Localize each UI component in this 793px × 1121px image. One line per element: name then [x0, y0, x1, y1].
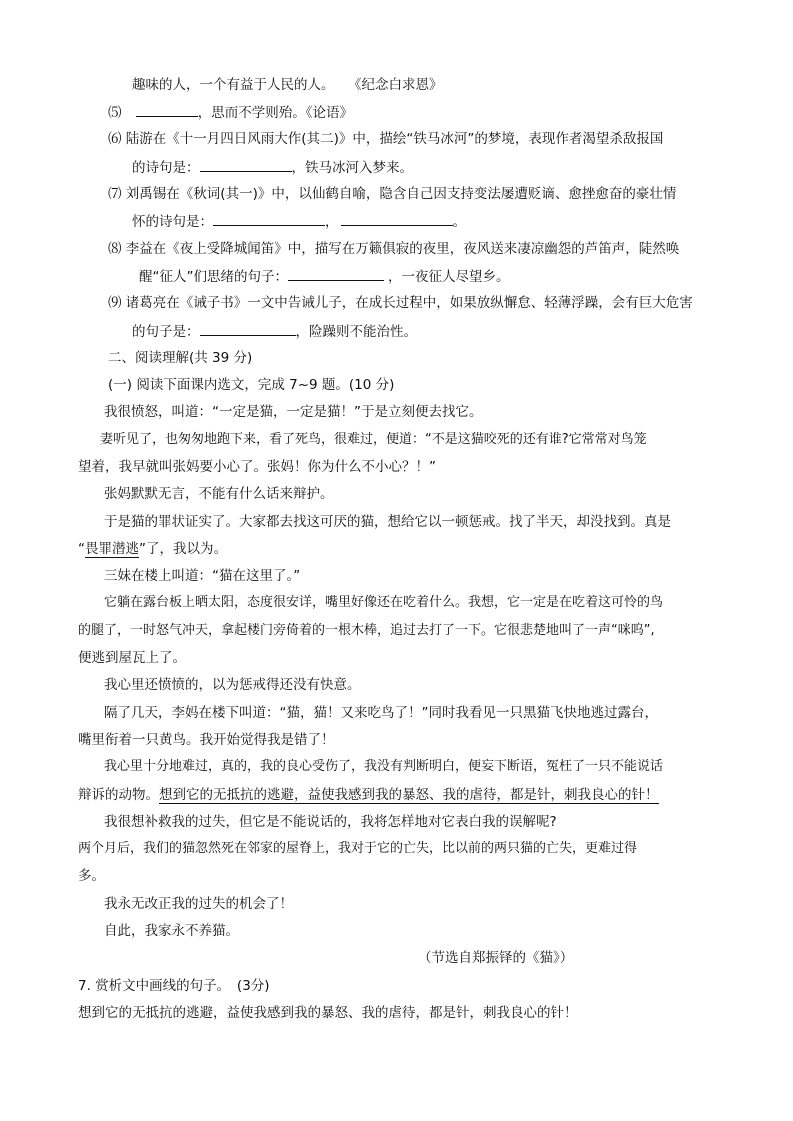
question-text: 李益在《夜上受降城闻笛》中，描写在万籁俱寂的夜里，夜风送来凄凉幽怨的芦笛声，陡然唤	[125, 241, 680, 257]
question-9-recite	[108, 293, 693, 313]
question-text: ，一夜征人尽望乡。	[388, 269, 510, 285]
question-text: ，铁马冰河入梦来。	[291, 160, 413, 176]
question-text: 刘禹锡在《秋词(其一)》中，以仙鹤自喻，隐含自己因支持变法屡遭贬谪、愈挫愈奋的豪壮情	[125, 186, 677, 202]
question-7-recite-cont	[132, 211, 466, 232]
question-number: ⑻	[108, 241, 122, 257]
answer-blank[interactable]	[200, 157, 292, 172]
question-text: ，险躁则不能治性。	[295, 324, 417, 340]
answer-blank[interactable]	[213, 211, 325, 226]
question-text: 的诗句是：	[132, 160, 200, 176]
question-text: 的句子是：	[132, 324, 200, 340]
underlined-idiom: 畏罪潜逃	[85, 541, 139, 557]
passage-line: 张妈默默无言，不能有什么话来辩护。	[104, 486, 334, 502]
question-5	[108, 102, 353, 123]
question-text: 陆游在《十一月四日风雨大作(其二)》中，描绘“铁马冰河”的梦境，表现作者渴望杀敌报国	[125, 131, 664, 147]
question-8-recite-cont	[139, 266, 510, 287]
question-text: ，思而不学则殆。《论语》	[197, 105, 354, 121]
section-heading-reading: 二、阅读理解(共 39 分)	[108, 350, 253, 366]
passage-line: 于是猫的罪状证实了。大家都去找这可厌的猫，想给它以一顿惩戒。找了半天，却没找到。真是	[104, 514, 671, 530]
question-7-prompt: 7. 赏析文中画线的句子。 (3分)	[78, 978, 270, 994]
question-text: 醒“征人”们思绪的句子：	[139, 269, 288, 285]
answer-blank[interactable]	[341, 211, 453, 226]
question-8-recite	[108, 239, 679, 259]
passage-text: ”了，我以为。	[139, 541, 227, 557]
passage-line: 自此，我家永不养猫。	[104, 923, 239, 939]
passage-line: 我很愤怒，叫道：“一定是猫，一定是猫！”于是立刻便去找它。	[104, 404, 483, 420]
passage-line: 我永无改正我的过失的机会了！	[104, 896, 293, 912]
passage-line: 三妹在楼上叫道：“猫在这里了。”	[104, 568, 301, 584]
answer-blank[interactable]	[136, 102, 198, 117]
separator: 。	[452, 214, 466, 230]
passage-line: 我心里还愤愤的，以为惩戒得还没有快意。	[104, 677, 361, 693]
passage-line: 我很想补救我的过失，但它是不能说话的，我将怎样地对它表白我的误解呢?	[104, 814, 557, 830]
question-text: 诸葛亮在《诫子书》一文中告诫儿子，在成长过程中，如果放纵懈怠、轻薄浮躁，会有巨大危害	[125, 295, 693, 311]
question-6	[108, 129, 663, 149]
question-number: ⑸	[108, 105, 122, 121]
passage-line: 多。	[78, 868, 105, 884]
passage-line: 妻听见了，也匆匆地跑下来，看了死鸟，很难过，便道：“不是这猫咬死的还有谁?它常常对鸟笼	[100, 432, 647, 447]
passage-line	[78, 785, 659, 805]
question-9-recite-cont	[132, 321, 417, 342]
underlined-sentence: 想到它的无抵抗的逃避，益使我感到我的暴怒、我的虐待，都是针，刺我良心的针！	[159, 787, 659, 803]
passage-line: 的腿了，一时怒气冲天，拿起楼门旁倚着的一根木棒，追过去打了一下。它很悲楚地叫了一声“咪呜”,	[78, 623, 655, 638]
question-6-cont	[132, 157, 413, 178]
passage-line: 两个月后，我们的猫忽然死在邻家的屋脊上，我对于它的亡失，比以前的两只猫的亡失，更难过得	[78, 841, 638, 856]
answer-blank[interactable]	[200, 321, 296, 336]
passage-line: 它躺在露台板上晒太阳，态度很安详，嘴里好像还在吃着什么。我想，它一定是在吃着这可怜的鸟	[104, 595, 664, 610]
quote-mark: “	[78, 541, 85, 557]
line-tribute-end: 趣味的人，一个有益于人民的人。 《纪念白求恩》	[132, 77, 443, 93]
question-number: ⑺	[108, 186, 122, 202]
source-citation: （节选自郑振铎的《猫》）	[418, 950, 574, 966]
passage-line: 我心里十分地难过，真的，我的良心受伤了，我没有判断明白，便妄下断语，冤枉了一只不能说话	[104, 759, 664, 774]
question-7-quoted-sentence: 想到它的无抵抗的逃避，益使我感到我的暴怒、我的虐待，都是针，刺我良心的针！	[78, 1005, 578, 1021]
question-text: 怀的诗句是：	[132, 214, 213, 230]
subsection-heading: (一) 阅读下面课内选文，完成 7~9 题。(10 分)	[108, 377, 395, 393]
answer-blank[interactable]	[288, 266, 384, 281]
passage-line: 嘴里衔着一只黄鸟。我开始觉得我是错了！	[78, 732, 335, 748]
passage-line: 便逃到屋瓦上了。	[78, 650, 186, 666]
question-number: ⑹	[108, 131, 122, 147]
separator: ，	[325, 214, 339, 230]
question-number: ⑼	[108, 295, 122, 311]
passage-line: 望着，我早就叫张妈要小心了。张妈！你为什么不小心？！”	[78, 459, 436, 475]
passage-line	[78, 539, 227, 559]
question-7-recite	[108, 184, 676, 204]
passage-line: 隔了几天，李妈在楼下叫道：“猫，猫！又来吃鸟了！”同时我看见一只黑猫飞快地逃过露台，	[104, 705, 658, 721]
passage-text: 辩诉的动物。	[78, 787, 159, 803]
